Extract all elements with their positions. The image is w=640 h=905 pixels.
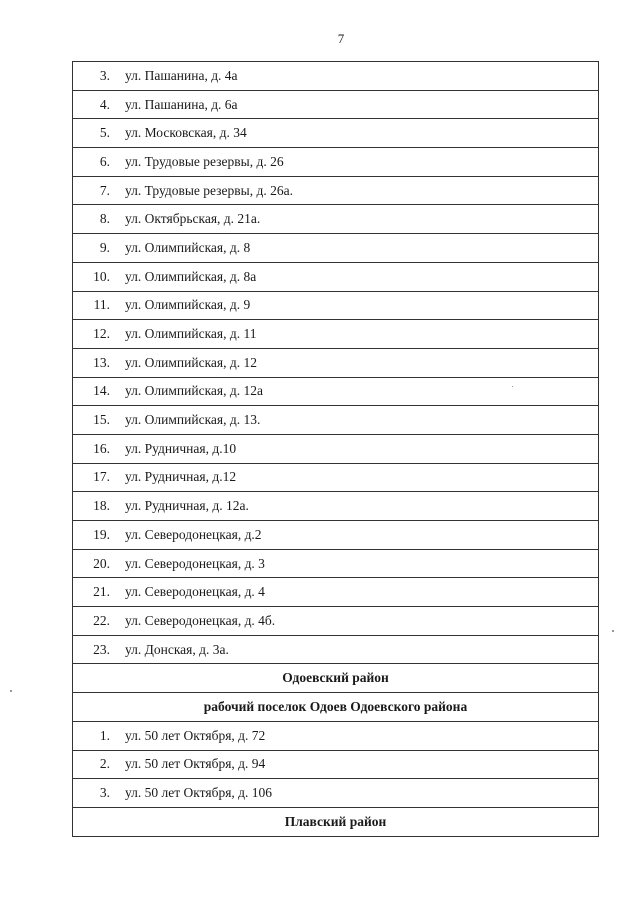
scan-speck <box>10 690 12 692</box>
table-row <box>73 62 599 91</box>
row-number: 2. <box>73 750 118 779</box>
row-number: 6. <box>73 148 118 177</box>
table-row <box>73 377 599 406</box>
row-address: ул. Олимпийская, д. 8а <box>117 262 599 291</box>
row-address: ул. Рудничная, д. 12а. <box>117 492 599 521</box>
row-address: ул. Северодонецкая, д. 3 <box>117 549 599 578</box>
row-number: 9. <box>73 234 118 263</box>
table-row <box>73 320 599 349</box>
table-row <box>73 549 599 578</box>
row-number: 3. <box>73 62 118 91</box>
section-heading: рабочий поселок Одоев Одоевского района <box>73 693 599 722</box>
row-number: 5. <box>73 119 118 148</box>
row-address: ул. Олимпийская, д. 11 <box>117 320 599 349</box>
row-address: ул. Трудовые резервы, д. 26 <box>117 148 599 177</box>
row-address: ул. Северодонецкая, д. 4б. <box>117 607 599 636</box>
row-address: ул. Северодонецкая, д.2 <box>117 521 599 550</box>
table-row <box>73 90 599 119</box>
table-row <box>73 492 599 521</box>
row-address: ул. Октябрьская, д. 21а. <box>117 205 599 234</box>
section-heading-row <box>73 664 599 693</box>
row-number: 15. <box>73 406 118 435</box>
row-address: ул. Пашанина, д. 6а <box>117 90 599 119</box>
row-number: 17. <box>73 463 118 492</box>
row-number: 20. <box>73 549 118 578</box>
row-address: ул. Рудничная, д.10 <box>117 434 599 463</box>
table-row <box>73 521 599 550</box>
row-address: ул. Олимпийская, д. 12 <box>117 348 599 377</box>
row-address: ул. Олимпийская, д. 8 <box>117 234 599 263</box>
row-number: 23. <box>73 635 118 664</box>
table-row <box>73 205 599 234</box>
table-row <box>73 119 599 148</box>
row-address: ул. 50 лет Октября, д. 106 <box>117 779 599 808</box>
row-number: 11. <box>73 291 118 320</box>
table-row <box>73 234 599 263</box>
section-heading: Плавский район <box>73 807 599 836</box>
row-address: ул. Пашанина, д. 4а <box>117 62 599 91</box>
row-number: 8. <box>73 205 118 234</box>
row-number: 18. <box>73 492 118 521</box>
row-address: ул. 50 лет Октября, д. 72 <box>117 721 599 750</box>
row-number: 14. <box>73 377 118 406</box>
row-address: ул. Донская, д. 3а. <box>117 635 599 664</box>
scan-speck <box>612 630 614 632</box>
table-row <box>73 262 599 291</box>
row-number: 12. <box>73 320 118 349</box>
row-number: 21. <box>73 578 118 607</box>
address-table-body <box>73 62 599 837</box>
row-address: ул. 50 лет Октября, д. 94 <box>117 750 599 779</box>
row-number: 3. <box>73 779 118 808</box>
section-heading-row <box>73 693 599 722</box>
row-number: 4. <box>73 90 118 119</box>
page-number: 7 <box>337 31 345 46</box>
table-row <box>73 406 599 435</box>
section-heading: Одоевский район <box>73 664 599 693</box>
table-row <box>73 721 599 750</box>
row-address: ул. Олимпийская, д. 13. <box>117 406 599 435</box>
row-number: 19. <box>73 521 118 550</box>
row-number: 10. <box>73 262 118 291</box>
row-address: ул. Олимпийская, д. 12а <box>117 377 599 406</box>
table-row <box>73 607 599 636</box>
table-row <box>73 635 599 664</box>
row-address: ул. Рудничная, д.12 <box>117 463 599 492</box>
row-number: 1. <box>73 721 118 750</box>
row-number: 7. <box>73 176 118 205</box>
table-row <box>73 779 599 808</box>
row-address: ул. Северодонецкая, д. 4 <box>117 578 599 607</box>
row-number: 13. <box>73 348 118 377</box>
row-number: 16. <box>73 434 118 463</box>
table-row <box>73 148 599 177</box>
row-address: ул. Олимпийская, д. 9 <box>117 291 599 320</box>
table-row <box>73 434 599 463</box>
address-table <box>72 61 599 837</box>
table-row <box>73 750 599 779</box>
scan-speck <box>512 386 513 387</box>
row-address: ул. Трудовые резервы, д. 26а. <box>117 176 599 205</box>
table-row <box>73 348 599 377</box>
section-heading-row <box>73 807 599 836</box>
table-row <box>73 176 599 205</box>
table-row <box>73 578 599 607</box>
row-address: ул. Московская, д. 34 <box>117 119 599 148</box>
table-row <box>73 291 599 320</box>
table-row <box>73 463 599 492</box>
row-number: 22. <box>73 607 118 636</box>
